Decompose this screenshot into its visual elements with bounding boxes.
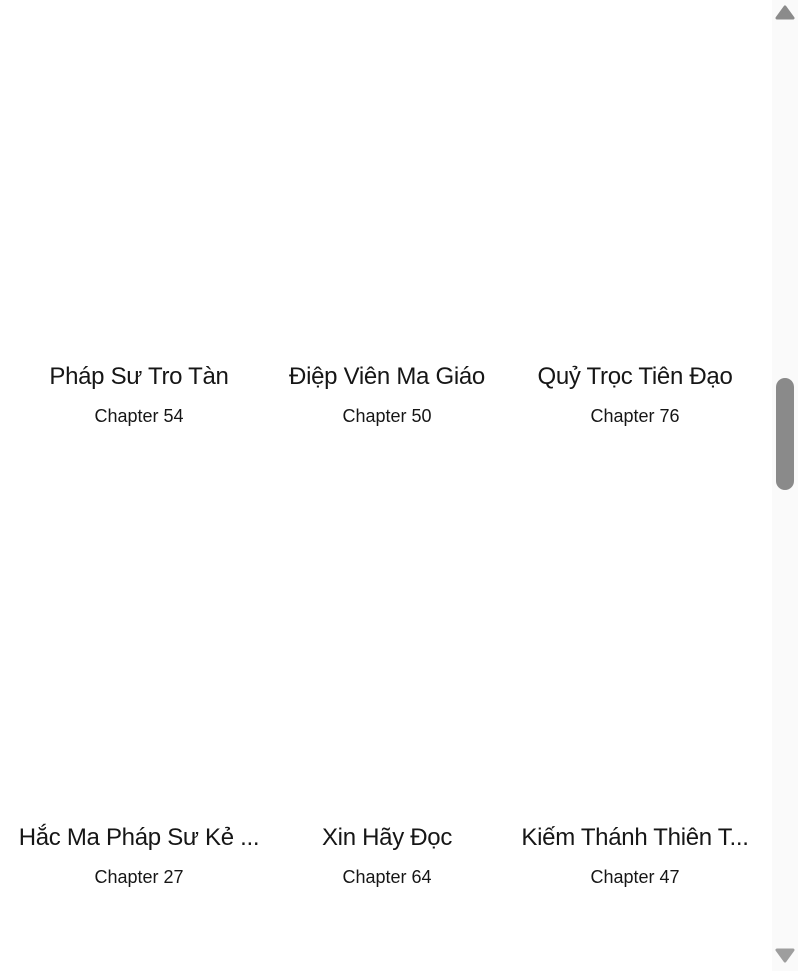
cover-image[interactable] [263, 15, 511, 360]
series-grid [15, 15, 759, 937]
latest-chapter-link[interactable]: Chapter 54 [94, 406, 184, 426]
cover-image[interactable] [263, 476, 511, 821]
vertical-scrollbar-track[interactable] [772, 0, 798, 971]
latest-chapter-link[interactable]: Chapter 27 [94, 867, 184, 887]
cover-image[interactable] [511, 476, 759, 821]
series-title[interactable]: Kiếm Thánh Thiên T... [521, 824, 749, 851]
scrollbar-thumb[interactable] [776, 378, 794, 490]
cover-image[interactable] [15, 476, 263, 821]
latest-chapter-link[interactable]: Chapter 76 [590, 406, 680, 426]
series-title[interactable]: Quỷ Trọc Tiên Đạo [537, 363, 733, 390]
series-title[interactable]: Hắc Ma Pháp Sư Kẻ ... [18, 824, 260, 851]
cover-image[interactable] [511, 15, 759, 360]
scroll-down-button[interactable] [772, 945, 798, 969]
series-card[interactable] [263, 476, 511, 937]
series-card[interactable] [15, 476, 263, 937]
series-card[interactable] [263, 15, 511, 476]
latest-chapter-link[interactable]: Chapter 50 [342, 406, 432, 426]
cover-image[interactable] [15, 15, 263, 360]
scroll-up-icon [775, 5, 795, 23]
series-title[interactable]: Xin Hãy Đọc [321, 824, 453, 851]
latest-chapter-link[interactable]: Chapter 47 [590, 867, 680, 887]
series-title[interactable]: Pháp Sư Tro Tàn [49, 363, 229, 390]
series-card[interactable] [511, 476, 759, 937]
series-card[interactable] [511, 15, 759, 476]
scroll-up-button[interactable] [772, 2, 798, 26]
latest-chapter-link[interactable]: Chapter 64 [342, 867, 432, 887]
series-card[interactable] [15, 15, 263, 476]
series-title[interactable]: Điệp Viên Ma Giáo [289, 363, 485, 390]
scroll-down-icon [775, 948, 795, 966]
